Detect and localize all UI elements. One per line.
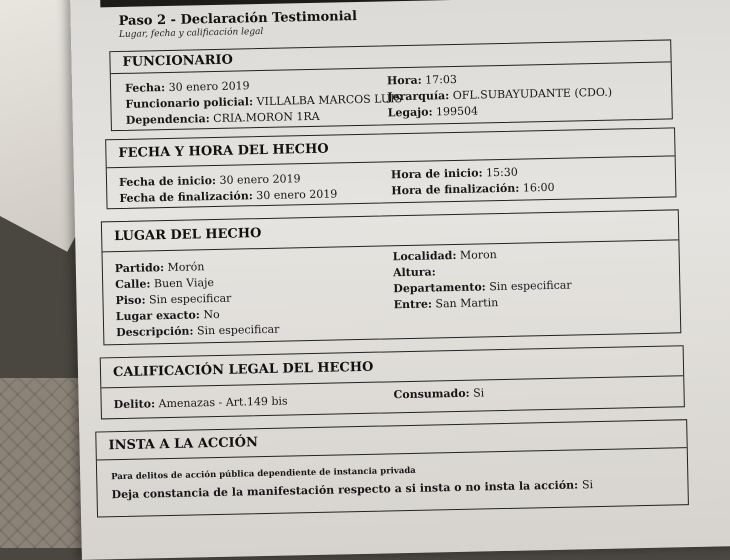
descripcion-value: Sin especificar (196, 322, 280, 338)
funcionario-section (109, 39, 673, 131)
entre-value: San Martin (435, 296, 499, 311)
jerarquia-value: OFL.SUBAYUDANTE (CDO.) (452, 85, 613, 103)
hora-label: Hora: (386, 73, 422, 88)
insta-section (95, 419, 689, 517)
departamento-value: Sin especificar (489, 278, 572, 294)
funcionario-heading: FUNCIONARIO (110, 40, 670, 74)
hora-fin-value: 16:00 (522, 180, 555, 195)
localidad-label: Localidad: (392, 248, 457, 264)
calificacion-section (100, 345, 685, 419)
departamento-label: Departamento: (393, 280, 486, 296)
dependencia-label: Dependencia: (125, 112, 210, 127)
exacto-label: Lugar exacto: (115, 308, 201, 324)
partido-value: Morón (167, 260, 205, 275)
legajo-value: 199504 (435, 104, 479, 119)
funcionario-label: Funcionario policial: (125, 95, 254, 111)
calificacion-heading: CALIFICACIÓN LEGAL DEL HECHO (101, 346, 684, 388)
insta-heading: INSTA A LA ACCIÓN (96, 420, 686, 460)
entre-label: Entre: (393, 297, 433, 312)
fin-value: 30 enero 2019 (256, 187, 338, 203)
insta-note: Para delitos de acción pública dependiente de instancia privada (111, 465, 416, 483)
localidad-value: Moron (459, 248, 497, 262)
inicio-value: 30 enero 2019 (219, 172, 301, 187)
lugar-section (101, 209, 681, 345)
funcionario-value: VILLALBA MARCOS LUIS (256, 92, 403, 109)
lugar-heading: LUGAR DEL HECHO (102, 210, 679, 252)
calle-value: Buen Viaje (153, 276, 215, 291)
form-sheet (70, 0, 730, 560)
jerarquia-label: Jerarquía: (387, 89, 450, 104)
hora-inicio-label: Hora de inicio: (390, 166, 483, 182)
delito-value: Amenazas - Art.149 bis (158, 394, 288, 411)
constancia-label: Deja constancia de la manifestación respecto a si insta o no insta la acción: (111, 478, 579, 502)
fecha-hora-section (105, 127, 676, 209)
partido-label: Partido: (114, 261, 165, 276)
dependencia-value: CRIA.MORON 1RA (213, 109, 320, 126)
fecha-hora-heading: FECHA Y HORA DEL HECHO (106, 128, 674, 168)
fecha-value: 30 enero 2019 (168, 79, 250, 94)
exacto-value: No (203, 307, 220, 322)
piso-value: Sin especificar (148, 291, 232, 307)
hora-inicio-value: 15:30 (485, 165, 518, 180)
constancia-value: Si (581, 478, 594, 492)
hora-fin-label: Hora de finalización: (391, 181, 520, 198)
step-title: Paso 2 - Declaración Testimonial (118, 8, 358, 29)
inicio-label: Fecha de inicio: (118, 173, 217, 190)
calle-label: Calle: (115, 277, 151, 292)
legajo-label: Legajo: (387, 105, 433, 120)
step-subtitle: Lugar, fecha y calificación legal (118, 26, 264, 40)
delito-label: Delito: (113, 397, 156, 412)
form-header-bar (100, 0, 720, 7)
consumado-value: Si (473, 386, 485, 400)
piso-label: Piso: (115, 293, 146, 308)
altura-label: Altura: (392, 265, 436, 280)
consumado-label: Consumado: (393, 386, 470, 402)
fecha-label: Fecha: (124, 81, 166, 95)
hora-value: 17:03 (425, 72, 458, 87)
fin-label: Fecha de finalización: (119, 189, 254, 206)
descripcion-label: Descripción: (116, 324, 194, 340)
